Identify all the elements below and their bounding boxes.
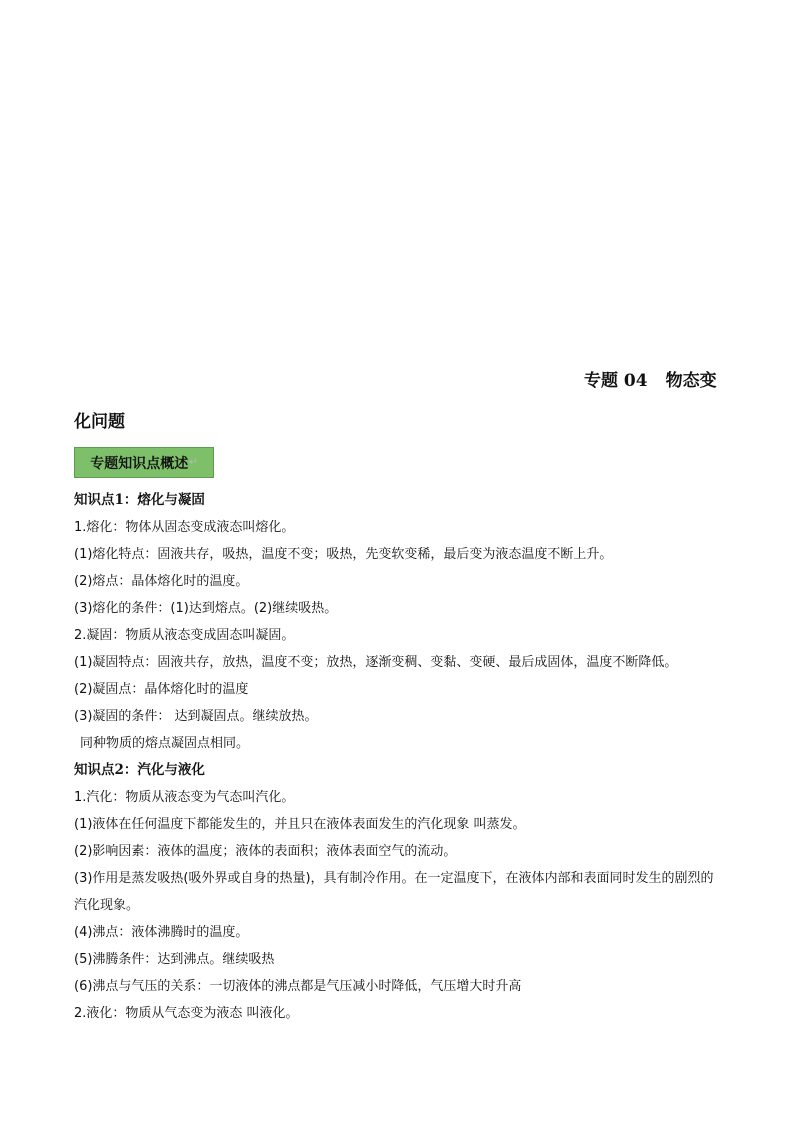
note-line: 同种物质的熔点凝固点相同。 [80, 736, 250, 751]
text-line: 1.熔化：物体从固态变成液态叫熔化。 [74, 520, 295, 535]
title-part-text: 物态变 [665, 371, 717, 391]
text-paragraph: (3)作用是蒸发吸热(吸外界或自身的热量)，具有制冷作用。在一定温度下，在液体内部和表面同时发生的剧烈的汽化现象。 [74, 871, 714, 913]
text-line: (3)凝固的条件： 达到凝固点。继续放热。 [74, 709, 318, 724]
paragraph-mark-icon: ↵ [189, 457, 198, 468]
text-line: (6)沸点与气压的关系：一切液体的沸点都是气压减小时降低，气压增大时升高 [74, 979, 522, 994]
knowledge-point-heading: 知识点1：熔化与凝固 [74, 492, 205, 508]
text-line: (1)液体在任何温度下都能发生的，并且只在液体表面发生的汽化现象 叫蒸发。 [74, 817, 526, 832]
text-line: (5)沸腾条件：达到沸点。继续吸热 [74, 952, 275, 967]
knowledge-point-heading: 知识点2：汽化与液化 [74, 762, 205, 778]
text-line: (3)熔化的条件：(1)达到熔点。(2)继续吸热。 [74, 601, 338, 616]
text-line: (2)凝固点：晶体熔化时的温度 [74, 682, 249, 697]
text-line: (4)沸点：液体沸腾时的温度。 [74, 925, 249, 940]
document-title [584, 366, 717, 391]
section-banner-label: 专题知识点概述 [90, 455, 189, 472]
text-line: (2)熔点：晶体熔化时的温度。 [74, 574, 249, 589]
document-body [74, 487, 724, 1027]
title-part-number: 专题 04 [584, 371, 648, 391]
text-line: 2.液化：物质从气态变为液态 叫液化。 [74, 1006, 299, 1021]
text-line: (2)影响因素：液体的温度；液体的表面积；液体表面空气的流动。 [74, 844, 457, 859]
text-line: (1)凝固特点：固液共存，放热，温度不变；放热，逐渐变稠、变黏、变硬、最后成固体，温度不断降低。 [74, 655, 678, 670]
text-line: 2.凝固：物质从液态变成固态叫凝固。 [74, 628, 295, 643]
text-line: (1)熔化特点：固液共存，吸热，温度不变；吸热，先变软变稀，最后变为液态温度不断上升。 [74, 547, 613, 562]
section-banner [74, 447, 214, 478]
document-title-continuation: 化问题 [74, 412, 125, 432]
text-line: 1.汽化：物质从液态变为气态叫汽化。 [74, 790, 295, 805]
